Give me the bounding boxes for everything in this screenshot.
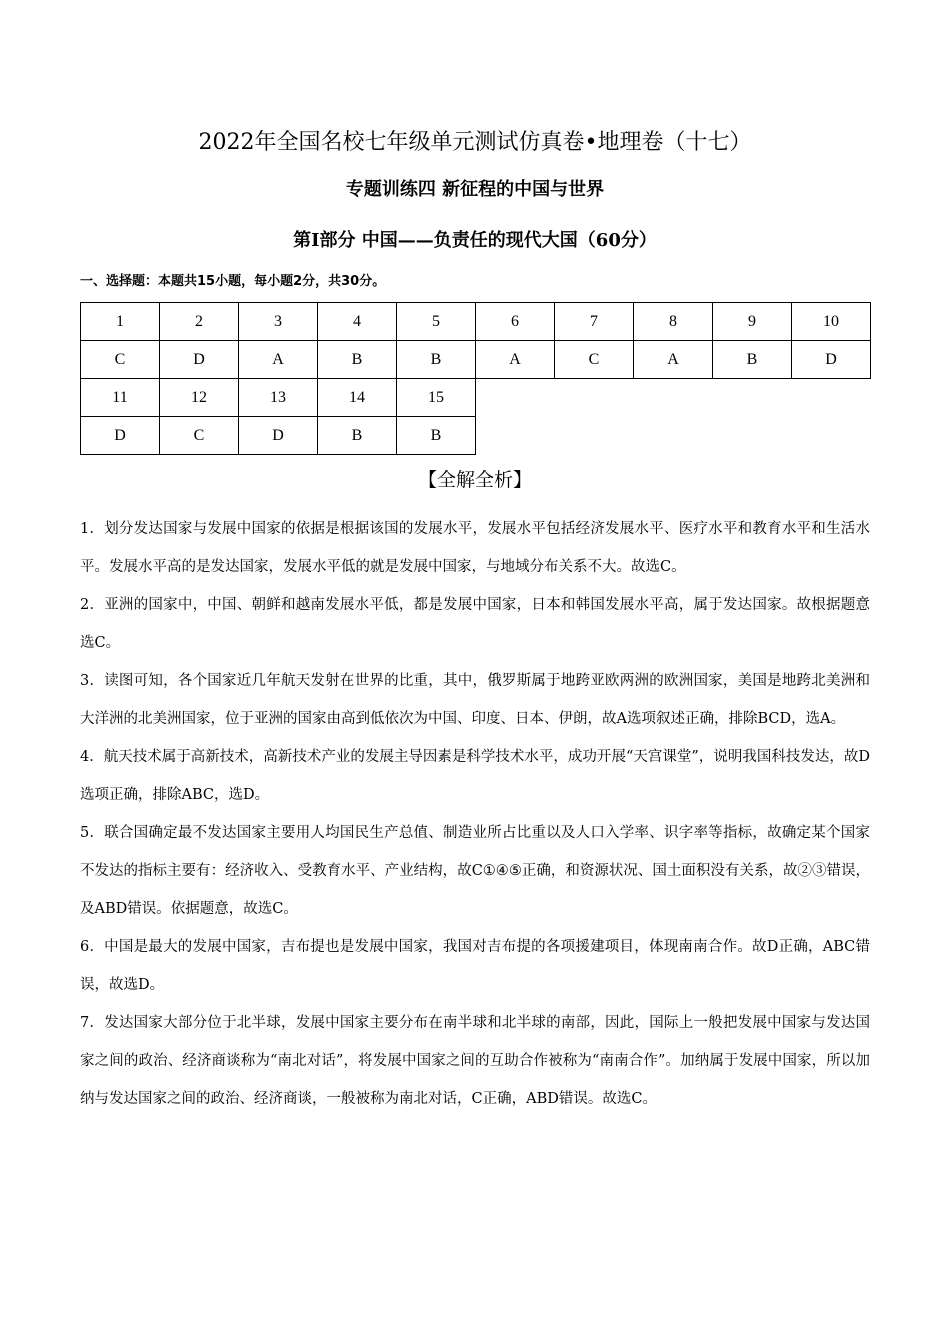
question-number-cell: 14 (318, 379, 397, 417)
empty-cell (792, 417, 871, 455)
question-number-cell: 8 (634, 303, 713, 341)
answer-table-row-answers-2 (81, 417, 871, 455)
answer-table-row-numbers-2 (81, 379, 871, 417)
answer-cell: A (634, 341, 713, 379)
empty-cell (713, 417, 792, 455)
question-number-cell: 10 (792, 303, 871, 341)
question-number-cell: 13 (239, 379, 318, 417)
answer-cell: A (239, 341, 318, 379)
question-number-cell: 12 (160, 379, 239, 417)
answer-cell: C (81, 341, 160, 379)
question-number-cell: 9 (713, 303, 792, 341)
empty-cell (792, 379, 871, 417)
question-number-cell: 1 (81, 303, 160, 341)
empty-cell (476, 417, 555, 455)
empty-cell (476, 379, 555, 417)
answer-cell: B (397, 341, 476, 379)
empty-cell (555, 379, 634, 417)
analysis-paragraph-1: 1．划分发达国家与发展中国家的依据是根据该国的发展水平，发展水平包括经济发展水平、医疗水平和教育水平和生活水平。发展水平高的是发达国家，发展水平低的就是发展中国家，与地域分布关系不大。故选C。 (80, 521, 870, 575)
analysis-paragraph-4: 4．航天技术属于高新技术，高新技术产业的发展主导因素是科学技术水平，成功开展“天宫课堂”，说明我国科技发达，故D选项正确，排除ABC，选D。 (80, 749, 870, 803)
answer-table-row-answers-1 (81, 341, 871, 379)
part-title: 第Ⅰ部分 中国——负责任的现代大国（60分） (293, 230, 657, 251)
question-number-cell: 6 (476, 303, 555, 341)
answer-cell: A (476, 341, 555, 379)
answer-cell: B (713, 341, 792, 379)
analysis-paragraph-5: 5．联合国确定最不发达国家主要用人均国民生产总值、制造业所占比重以及人口入学率、识字率等指标，故确定某个国家不发达的指标主要有：经济收入、受教育水平、产业结构，故C①④⑤正确，和资源状况、国土面积没有关系，故②③错误，及ABD错误。依据题意，故选C。 (80, 825, 870, 917)
question-number-cell: 15 (397, 379, 476, 417)
empty-cell (555, 417, 634, 455)
answer-cell: B (318, 341, 397, 379)
analysis-heading: 【全解全析】 (417, 469, 532, 491)
answer-cell: C (555, 341, 634, 379)
answer-cell: D (160, 341, 239, 379)
answer-cell: B (397, 417, 476, 455)
empty-cell (634, 417, 713, 455)
question-number-cell: 4 (318, 303, 397, 341)
question-number-cell: 7 (555, 303, 634, 341)
empty-cell (634, 379, 713, 417)
question-number-cell: 5 (397, 303, 476, 341)
question-number-cell: 3 (239, 303, 318, 341)
answer-cell: D (81, 417, 160, 455)
answer-cell: C (160, 417, 239, 455)
answer-cell: D (239, 417, 318, 455)
analysis-paragraph-2: 2．亚洲的国家中，中国、朝鲜和越南发展水平低，都是发展中国家，日本和韩国发展水平高，属于发达国家。故根据题意选C。 (80, 597, 870, 651)
answer-table (80, 302, 871, 455)
question-number-cell: 2 (160, 303, 239, 341)
question-number-cell: 11 (81, 379, 160, 417)
answer-cell: D (792, 341, 871, 379)
analysis-body (80, 510, 870, 1118)
analysis-paragraph-3: 3．读图可知，各个国家近几年航天发射在世界的比重，其中，俄罗斯属于地跨亚欧两洲的欧洲国家，美国是地跨北美洲和大洋洲的北美洲国家，位于亚洲的国家由高到低依次为中国、印度、日本、伊朗，故A选项叙述正确，排除BCD，选A。 (80, 673, 870, 727)
analysis-paragraph-6: 6．中国是最大的发展中国家，吉布提也是发展中国家，我国对吉布提的各项援建项目，体现南南合作。故D正确，ABC错误，故选D。 (80, 939, 870, 993)
document-title: 2022年全国名校七年级单元测试仿真卷•地理卷（十七） (198, 130, 752, 155)
answer-cell: B (318, 417, 397, 455)
document-subtitle: 专题训练四 新征程的中国与世界 (345, 179, 605, 200)
section-heading: 一、选择题：本题共15小题，每小题2分，共30分。 (80, 274, 386, 289)
empty-cell (713, 379, 792, 417)
analysis-paragraph-7: 7．发达国家大部分位于北半球，发展中国家主要分布在南半球和北半球的南部，因此，国际上一般把发展中国家与发达国家之间的政治、经济商谈称为“南北对话”，将发展中国家之间的互助合作被称为“南南合作”。加纳属于发展中国家，所以加纳与发达国家之间的政治、经济商谈，一般被称为南北对话，C正确，ABD错误。故选C。 (80, 1015, 870, 1107)
answer-table-row-numbers-1 (81, 303, 871, 341)
